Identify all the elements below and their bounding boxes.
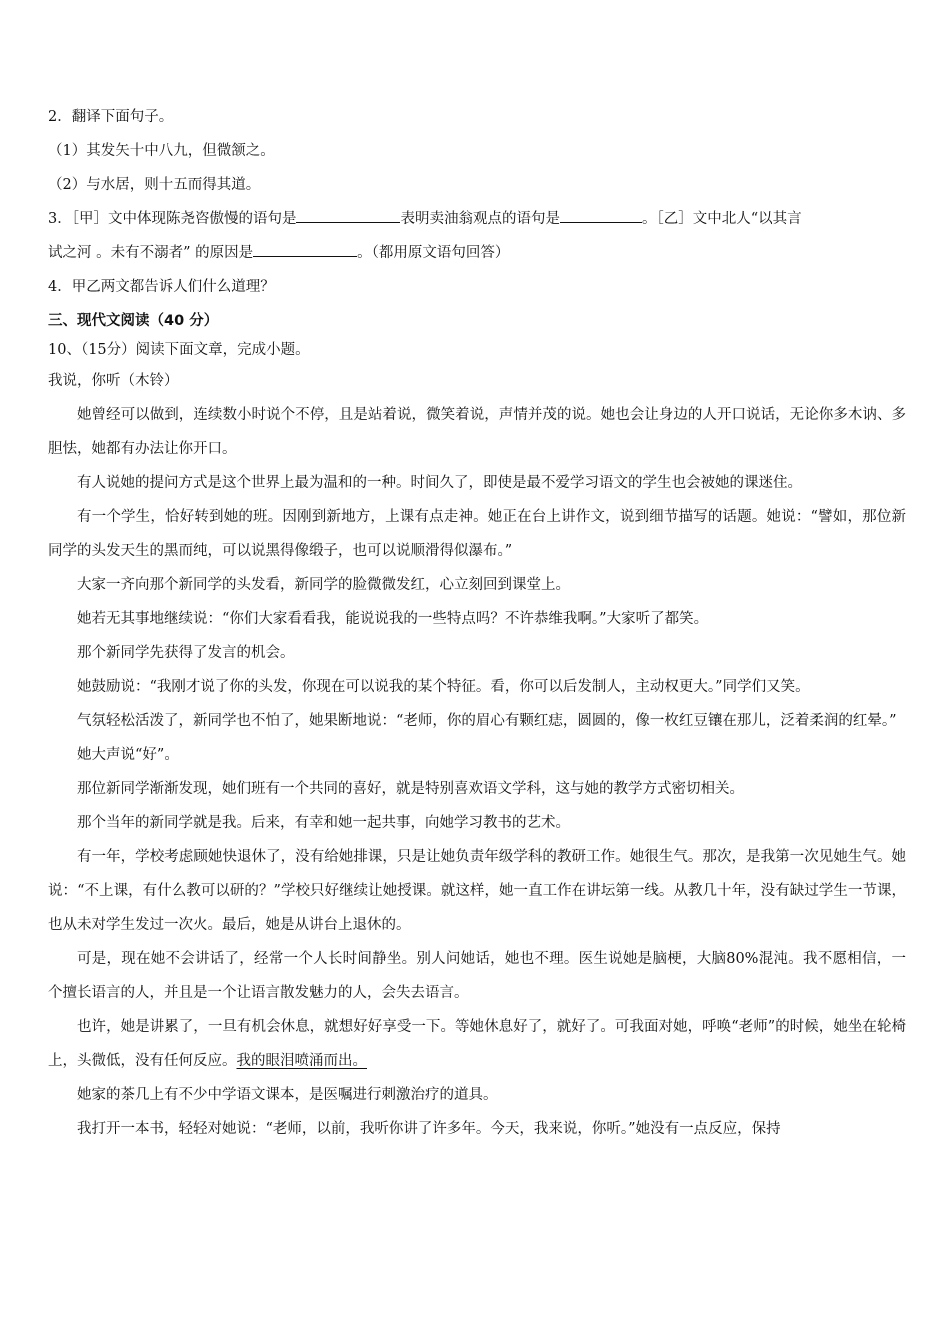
question-2-title: 2．翻译下面句子。 xyxy=(48,109,174,125)
article-title: 我说，你听（木铃） xyxy=(48,373,179,389)
article-paragraph-8: 气氛轻松活泼了，新同学也不怕了，她果断地说：“老师，你的眉心有颗红痣，圆圆的，像一枚红豆镶在那儿，泛着柔润的红晕。” xyxy=(77,713,897,729)
answer-blank-3[interactable] xyxy=(253,242,357,257)
article-paragraph-15: 她家的茶几上有不少中学语文课本，是医嘱进行刺激治疗的道具。 xyxy=(77,1087,498,1103)
question-10-intro: 10、（15分）阅读下面文章，完成小题。 xyxy=(48,342,310,358)
article-paragraph-3: 有一个学生，恰好转到她的班。因刚到新地方，上课有点走神。她正在台上讲作文，说到细节描写的话题。她说：“譬如，那位新同学的头发天生的黑而纯，可以说黑得像缎子，也可以说顺滑得似瀑布。” xyxy=(48,509,906,559)
document-content xyxy=(48,100,906,1146)
answer-blank-2[interactable] xyxy=(560,208,642,223)
article-paragraph-9: 她大声说“好”。 xyxy=(77,747,179,763)
article-paragraph-4: 大家一齐向那个新同学的头发看，新同学的脸微微发红，心立刻回到课堂上。 xyxy=(77,577,570,593)
article-paragraph-1: 她曾经可以做到，连续数小时说个不停，且是站着说，微笑着说，声情并茂的说。她也会让身边的人开口说话，无论你多木讷、多胆怯，她都有办法让你开口。 xyxy=(48,407,906,457)
question-3 xyxy=(48,202,906,270)
question-2-item-1: （1）其发矢十中八九，但微颔之。 xyxy=(48,143,275,159)
article-paragraph-14-text: 也许，她是讲累了，一旦有机会休息，就想好好享受一下。等她休息好了，就好了。可我面对她，呼唤“老师”的时候，她坐在轮椅上，头微低，没有任何反应。 xyxy=(48,1019,906,1069)
answer-blank-1[interactable] xyxy=(296,208,400,223)
question-2-item-2: （2）与水居，则十五而得其道。 xyxy=(48,177,261,193)
article-paragraph-5: 她若无其事地继续说：“你们大家看看我，能说说我的一些特点吗？不许恭维我啊。”大家听了都笑。 xyxy=(77,611,709,627)
article-paragraph-2: 有人说她的提问方式是这个世界上最为温和的一种。时间久了，即使是最不爱学习语文的学生也会被她的课迷住。 xyxy=(77,475,802,491)
article-paragraph-11: 那个当年的新同学就是我。后来，有幸和她一起共事，向她学习教书的艺术。 xyxy=(77,815,570,831)
question-3-part-d: 试之河 。未有不溺者” 的原因是 xyxy=(48,245,254,261)
article-paragraph-12: 有一年，学校考虑顾她快退休了，没有给她排课，只是让她负责年级学科的教研工作。她很生气。那次，是我第一次见她生气。她说：“不上课，有什么教可以研的？”学校只好继续让她授课。就这样，她一直工作在讲坛第一线。从教几十年，没有缺过学生一节课，也从未对学生发过一次火。最后，她是从讲台上退休的。 xyxy=(48,849,906,933)
article-paragraph-16: 我打开一本书，轻轻对她说：“老师，以前，我听你讲了许多年。今天，我来说，你听。”她没有一点反应，保持 xyxy=(77,1121,781,1137)
article-paragraph-6: 那个新同学先获得了发言的机会。 xyxy=(77,645,295,661)
question-3-part-c: 。［乙］文中北人“以其言 xyxy=(641,211,802,227)
article-paragraph-7: 她鼓励说：“我刚才说了你的头发，你现在可以说我的某个特征。看，你可以后发制人，主动权更大。”同学们又笑。 xyxy=(77,679,810,695)
question-3-part-a: 3．［甲］文中体现陈尧咨傲慢的语句是 xyxy=(48,211,297,227)
question-3-part-b: 表明卖油翁观点的语句是 xyxy=(400,211,560,227)
article-paragraph-14 xyxy=(48,1010,906,1078)
section-3-heading: 三、现代文阅读（40 分） xyxy=(48,313,219,329)
question-3-part-e: 。（都用原文语句回答） xyxy=(357,245,510,261)
question-4: 4．甲乙两文都告诉人们什么道理？ xyxy=(48,279,275,295)
article-paragraph-10: 那位新同学渐渐发现，她们班有一个共同的喜好，就是特别喜欢语文学科，这与她的教学方式密切相关。 xyxy=(77,781,744,797)
underlined-sentence: 我的眼泪喷涌而出。 xyxy=(236,1053,367,1069)
article-paragraph-13: 可是，现在她不会讲话了，经常一个人长时间静坐。别人问她话，她也不理。医生说她是脑梗，大脑80%混沌。我不愿相信，一个擅长语言的人，并且是一个让语言散发魅力的人，会失去语言。 xyxy=(48,951,906,1001)
